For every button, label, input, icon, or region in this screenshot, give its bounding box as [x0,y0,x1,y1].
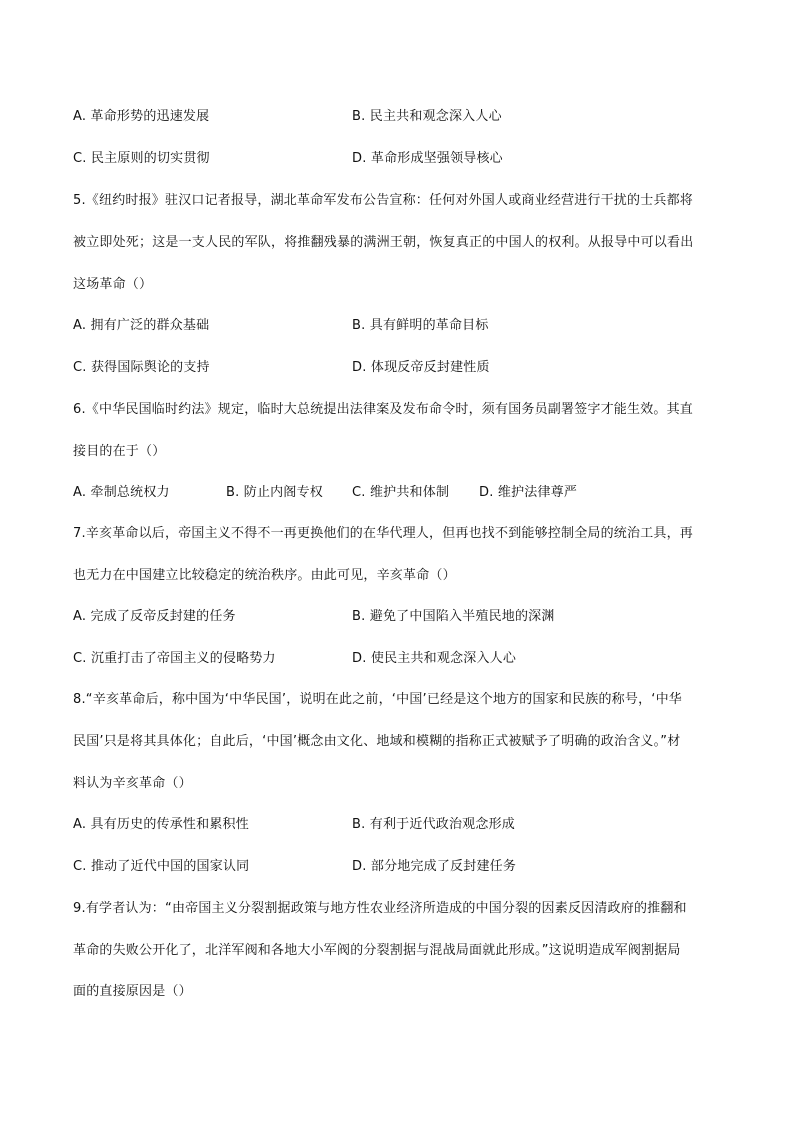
q7-option-b: B. 避免了中国陷入半殖民地的深渊 [352,609,555,624]
q8-stem-line-1: 8.“辛亥革命后，称中国为‘中华民国’，说明在此之前，‘中国’已经是这个地方的国家和民族的称号，‘中华 [73,692,683,707]
q8-stem-line-3: 料认为辛亥革命（） [73,776,192,791]
q5-stem-line-2: 被立即处死；这是一支人民的军队，将推翻残暴的满洲王朝，恢复真正的中国人的权利。从报导中可以看出 [73,235,694,250]
q4-option-d: D. 革命形成坚强领导核心 [352,151,503,166]
q5-option-b: B. 具有鲜明的革命目标 [352,318,489,333]
q8-option-b: B. 有利于近代政治观念形成 [352,817,515,832]
q8-option-d: D. 部分地完成了反封建任务 [352,859,517,874]
q8-option-c: C. 推动了近代中国的国家认同 [73,859,250,874]
q4-option-c: C. 民主原则的切实贯彻 [73,151,210,166]
q6-stem-line-1: 6.《中华民国临时约法》规定，临时大总统提出法律案及发布命令时，须有国务员副署签字才能生效。其直 [73,402,694,417]
q9-stem-line-2: 革命的失败公开化了，北洋军阀和各地大小军阀的分裂割据与混战局面就此形成。”这说明造成军阀割据局 [73,943,681,958]
q6-option-a: A. 牵制总统权力 [73,485,170,500]
q4-option-a: A. 革命形势的迅速发展 [73,109,210,124]
q9-stem-line-3: 面的直接原因是（） [73,984,192,999]
q7-option-d: D. 使民主共和观念深入人心 [352,651,517,666]
q8-option-a: A. 具有历史的传承性和累积性 [73,817,249,832]
q6-option-c: C. 维护共和体制 [352,485,450,500]
q7-stem-line-1: 7.辛亥革命以后，帝国主义不得不一再更换他们的在华代理人，但再也找不到能够控制全局的统治工具，再 [73,526,694,541]
q8-stem-line-2: 民国’只是将其具体化；自此后，‘中国’概念由文化、地域和模糊的指称正式被赋予了明确的政治含义。”材 [73,734,681,749]
q6-stem-line-2: 接目的在于（） [73,444,166,459]
q5-stem-line-1: 5.《纽约时报》驻汉口记者报导，湖北革命军发布公告宣称：任何对外国人或商业经营进行干扰的士兵都将 [73,193,694,208]
q5-option-d: D. 体现反帝反封建性质 [352,360,490,375]
q4-option-b: B. 民主共和观念深入人心 [352,109,502,124]
q7-stem-line-2: 也无力在中国建立比较稳定的统治秩序。由此可见，辛亥革命（） [73,568,456,583]
q5-option-c: C. 获得国际舆论的支持 [73,360,210,375]
q6-option-d: D. 维护法律尊严 [479,485,578,500]
q5-stem-line-3: 这场革命（） [73,277,153,292]
q5-option-a: A. 拥有广泛的群众基础 [73,318,210,333]
q6-option-b: B. 防止内阁专权 [226,485,323,500]
q7-option-a: A. 完成了反帝反封建的任务 [73,609,236,624]
q9-stem-line-1: 9.有学者认为：“由帝国主义分裂割据政策与地方性农业经济所造成的中国分裂的因素反因清政府的推翻和 [73,901,687,916]
q7-option-c: C. 沉重打击了帝国主义的侵略势力 [73,651,276,666]
